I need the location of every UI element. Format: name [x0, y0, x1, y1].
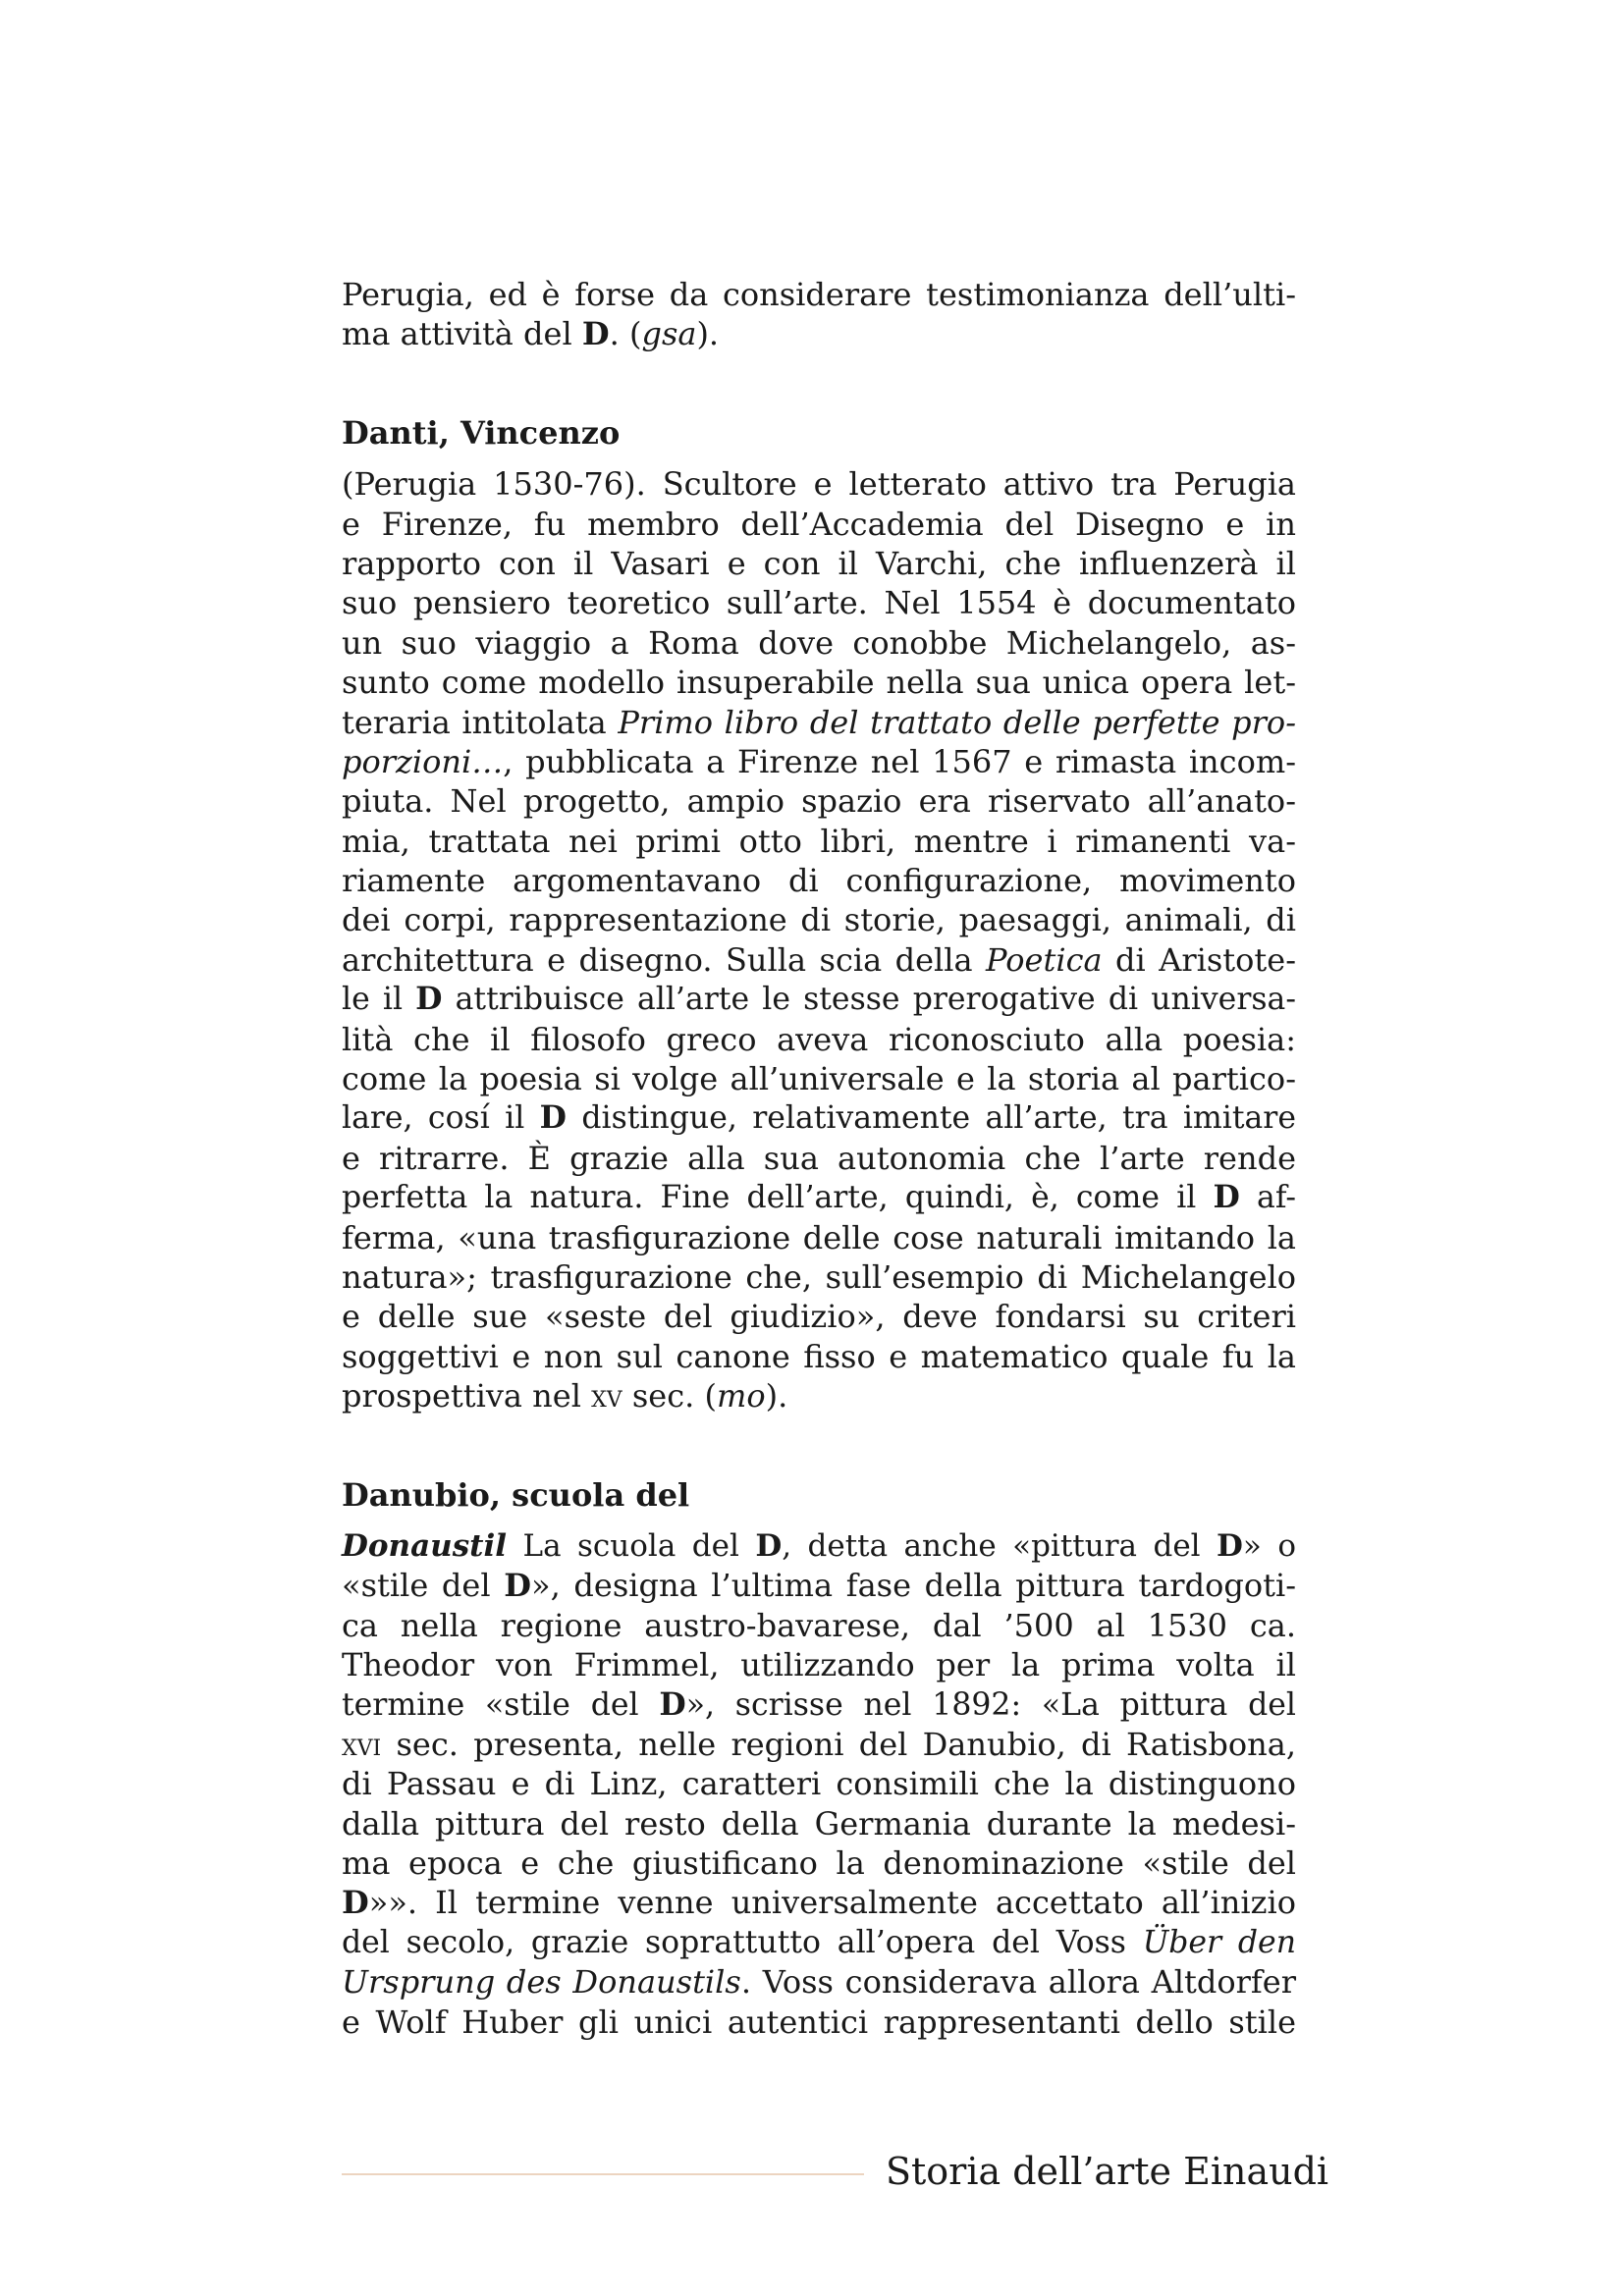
text-line: e Wolf Huber gli unici autentici rappresentanti dello stile: [342, 2002, 1296, 2041]
text-line: teraria intitolata Primo libro del trattato delle perfette pro-: [342, 703, 1296, 741]
text-line: dalla pittura del resto della Germania durante la medesi-: [342, 1804, 1296, 1842]
text-line: Ursprung des Donaustils. Voss considerava allora Altdorfer: [342, 1963, 1296, 2002]
text-line: Theodor von Frimmel, utilizzando per la prima volta il: [342, 1646, 1296, 1684]
text-line: dei corpi, rappresentazione di storie, paesaggi, animali, di: [342, 901, 1296, 939]
text-line: «stile del D», designa l’ultima fase della pittura tardogoti-: [342, 1567, 1296, 1605]
text-line: Donaustil La scuola del D, detta anche «pittura del D» o: [342, 1527, 1296, 1564]
text-line: le il D attribuisce all’arte le stesse prerogative di universa-: [342, 981, 1296, 1018]
text-line: sunto come modello insuperabile nella sua unica opera let-: [342, 664, 1296, 702]
text-line: del secolo, grazie soprattutto all’opera del Voss Über den: [342, 1924, 1296, 1960]
text-line: lità che il filosofo greco aveva riconosciuto alla poesia:: [342, 1020, 1296, 1058]
text-line: e delle sue «seste del giudizio», deve fondarsi su criteri: [342, 1298, 1296, 1336]
text-line: architettura e disegno. Sulla scia della Poetica di Aristote-: [342, 940, 1296, 979]
footer-title: Storia dell’arte Einaudi: [886, 2150, 1329, 2193]
text-line: un suo viaggio a Roma dove conobbe Michelangelo, as-: [342, 623, 1296, 662]
footer-rule: [342, 2173, 864, 2175]
text-line: suo pensiero teoretico sull’arte. Nel 1554 è documentato: [342, 584, 1296, 622]
text-line: termine «stile del D», scrisse nel 1892: «La pittura del: [342, 1685, 1296, 1723]
text-line: porzioni…, pubblicata a Firenze nel 1567 e rimasta incom-: [342, 742, 1296, 780]
text-line: e ritrarre. È grazie alla sua autonomia che l’arte rende: [342, 1139, 1296, 1177]
text-line: ma attività del D. (gsa).: [342, 315, 720, 353]
text-line: prospettiva nel xv sec. (mo).: [342, 1377, 788, 1415]
text-line: (Perugia 1530-76). Scultore e letterato attivo tra Perugia: [342, 465, 1296, 504]
text-line: perfetta la natura. Fine dell’arte, quindi, è, come il D af-: [342, 1179, 1296, 1216]
text-line: lare, cosí il D distingue, relativamente all’arte, tra imitare: [342, 1099, 1296, 1137]
text-line: mia, trattata nei primi otto libri, mentre i rimanenti va-: [342, 822, 1296, 860]
entry-heading-danubio: Danubio, scuola del: [342, 1475, 690, 1514]
entry-heading-danti: Danti, Vincenzo: [342, 413, 621, 452]
text-line: rapporto con il Vasari e con il Varchi, che influenzerà il: [342, 544, 1296, 582]
text-line: D»». Il termine venne universalmente accettato all’inizio: [342, 1884, 1296, 1922]
text-line: Perugia, ed è forse da considerare testimonianza dell’ulti-: [342, 276, 1296, 313]
text-line: piuta. Nel progetto, ampio spazio era riservato all’anato-: [342, 782, 1296, 821]
text-line: natura»; trasfigurazione che, sull’esempio di Michelangelo: [342, 1257, 1296, 1296]
text-line: ca nella regione austro-bavarese, dal ’500 al 1530 ca.: [342, 1606, 1296, 1644]
text-line: ferma, «una trasfigurazione delle cose naturali imitando la: [342, 1218, 1296, 1256]
text-line: come la poesia si volge all’universale e la storia al partico-: [342, 1060, 1296, 1098]
text-line: soggettivi e non sul canone fisso e matematico quale fu la: [342, 1337, 1296, 1375]
text-line: xvi sec. presenta, nelle regioni del Danubio, di Ratisbona,: [342, 1725, 1296, 1763]
text-column: [342, 275, 1296, 2042]
text-line: riamente argomentavano di configurazione, movimento: [342, 862, 1296, 900]
text-line: e Firenze, fu membro dell’Accademia del Disegno e in: [342, 505, 1296, 543]
text-line: ma epoca e che giustificano la denominazione «stile del: [342, 1844, 1296, 1883]
text-line: di Passau e di Linz, caratteri consimili che la distinguono: [342, 1765, 1296, 1803]
